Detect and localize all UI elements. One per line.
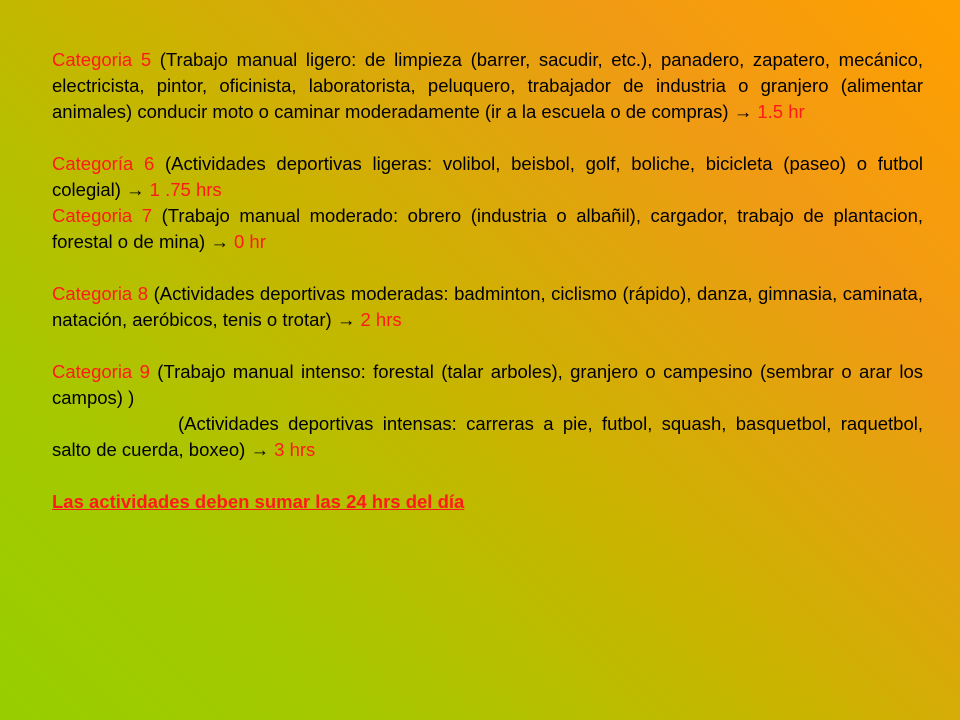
arrow-icon: →	[336, 309, 356, 330]
slide-content	[52, 47, 923, 515]
category-label: Categoría 6	[52, 153, 155, 174]
arrow-icon: →	[733, 101, 753, 122]
category-description: (Actividades deportivas intensas: carreras a pie, futbol, squash, basquetbol, raquetbol, salto de cuerda, boxeo)	[52, 413, 923, 460]
category-description: (Trabajo manual intenso: forestal (talar arboles), granjero o campesino (sembrar o arar los campos) )	[52, 361, 923, 408]
category-description: (Trabajo manual moderado: obrero (industria o albañil), cargador, trabajo de plantacion, forestal o de mina)	[52, 205, 923, 252]
category-label: Categoria 8	[52, 283, 149, 304]
category-5-paragraph	[52, 47, 923, 125]
arrow-icon: →	[126, 179, 145, 200]
category-9-paragraph	[52, 359, 923, 411]
category-description: (Actividades deportivas ligeras: volibol, beisbol, golf, boliche, bicicleta (paseo) o futbol colegial)	[52, 153, 923, 200]
hours-value: 2 hrs	[355, 309, 402, 330]
category-label: Categoria 5	[52, 49, 152, 70]
category-description: (Trabajo manual ligero: de limpieza (barrer, sacudir, etc.), panadero, zapatero, mecánico, electricista, pintor, oficinista, laboratorista, peluquero, trabajador de industria o granjero (alimentar animales) conducir moto o caminar moderadamente (ir a la escuela o de compras)	[52, 49, 923, 122]
category-7-paragraph	[52, 203, 923, 255]
hours-value: 3 hrs	[269, 439, 316, 460]
category-9-sports-paragraph	[52, 411, 923, 463]
category-label: Categoria 9	[52, 361, 150, 382]
category-description: (Actividades deportivas moderadas: badminton, ciclismo (rápido), danza, gimnasia, caminata, natación, aeróbicos, tenis o trotar)	[52, 283, 923, 330]
hours-value: 1.5 hr	[752, 101, 805, 122]
arrow-icon: →	[210, 231, 229, 252]
hours-value: 0 hr	[228, 231, 266, 252]
category-6-paragraph	[52, 151, 923, 203]
summary-note: Las actividades deben sumar las 24 hrs del día	[52, 491, 465, 512]
hours-value: 1 .75 hrs	[144, 179, 222, 200]
arrow-icon: →	[250, 439, 269, 460]
category-label: Categoria 7	[52, 205, 153, 226]
category-8-paragraph	[52, 281, 923, 333]
